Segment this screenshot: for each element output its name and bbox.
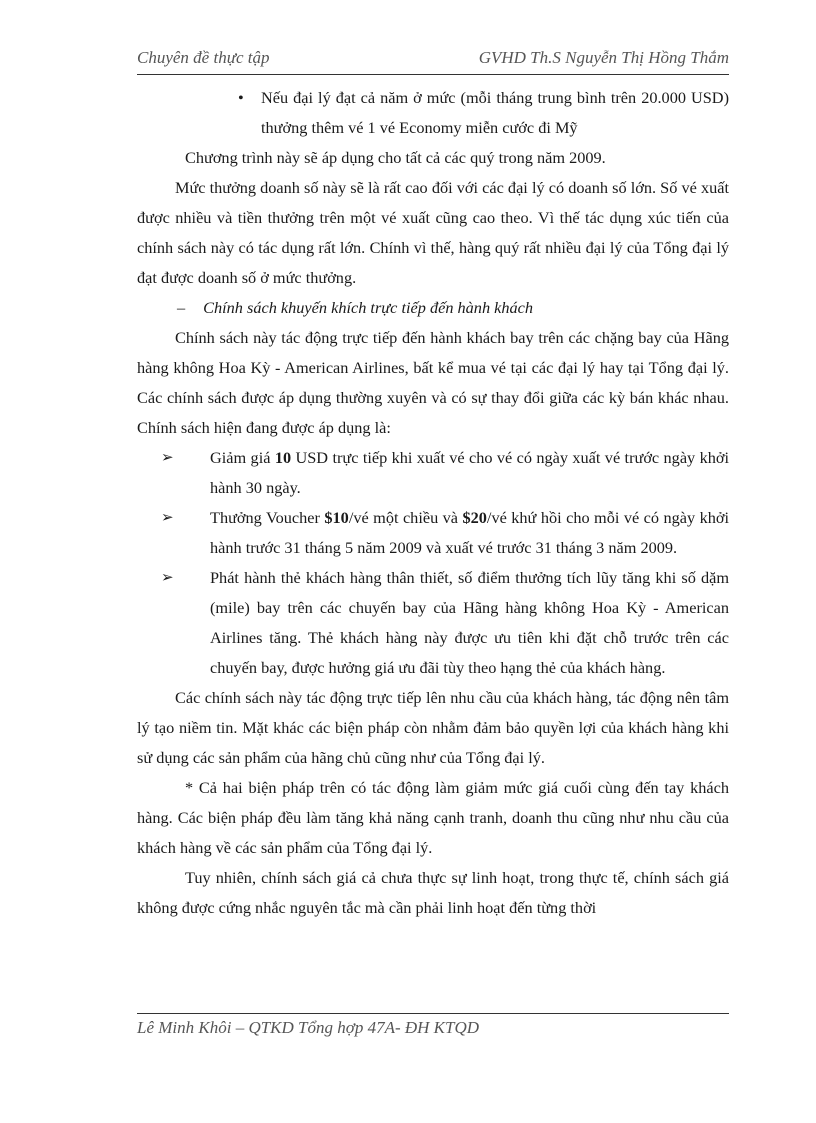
arrow-bullet-icon: ➢ <box>161 450 174 466</box>
paragraph: Tuy nhiên, chính sách giá cả chưa thực sự linh hoạt, trong thực tế, chính sách giá không được cứng nhắc nguyên tắc mà cần phải linh hoạt đến từng thời <box>137 868 729 917</box>
arrow-list-item: ➢ Phát hành thẻ khách hàng thân thiết, số điểm thưởng tích lũy tăng khi số dặm (mile) bay trên các chuyến bay của Hãng hàng không Hoa Kỳ - American Airlines tăng. Thẻ khách hàng này được ưu tiên khi đặt chỗ trước trên các chuyến bay, được hưởng giá ưu đãi tùy theo hạng thẻ của khách hàng. <box>137 563 729 683</box>
header-advisor: GVHD Th.S Nguyễn Thị Hồng Thắm <box>478 48 729 67</box>
page-header <box>137 48 729 75</box>
page-footer: Lê Minh Khôi – QTKD Tổng hợp 47A- ĐH KTQD <box>137 1013 729 1038</box>
paragraph: Các chính sách này tác động trực tiếp lên nhu cầu của khách hàng, tác động nên tâm lý tạo niềm tin. Mặt khác các biện pháp còn nhằm đảm bảo quyền lợi của khách hàng khi sử dụng các sản phẩm của hãng chủ cũng như của Tổng đại lý. <box>137 688 729 767</box>
arrow-list-item: ➢ Giảm giá 10 USD trực tiếp khi xuất vé cho vé có ngày xuất vé trước ngày khởi hành 30 ngày. <box>137 443 729 503</box>
dash-icon: – <box>177 298 186 317</box>
bullet-icon: • <box>238 88 244 107</box>
bullet-item <box>137 83 729 143</box>
section-heading-text: Chính sách khuyến khích trực tiếp đến hành khách <box>203 298 534 317</box>
arrow-list-item: ➢ Thưởng Voucher $10/vé một chiều và $20/vé khứ hồi cho mỗi vé có ngày khởi hành trước 31 tháng 5 năm 2009 và xuất vé trước 31 tháng 3 năm 2009. <box>137 503 729 563</box>
arrow-bullet-icon: ➢ <box>161 570 174 586</box>
document-body <box>137 83 729 923</box>
bullet-text: Nếu đại lý đạt cả năm ở mức (mỗi tháng trung bình trên 20.000 USD) thưởng thêm vé 1 vé Economy miễn cước đi Mỹ <box>261 88 729 137</box>
paragraph: * Cả hai biện pháp trên có tác động làm giảm mức giá cuối cùng đến tay khách hàng. Các biện pháp đều làm tăng khả năng cạnh tranh, doanh thu cũng như nhu cầu của khách hàng về các sản phẩm của Tổng đại lý. <box>137 778 729 857</box>
arrow-bullet-icon: ➢ <box>161 510 174 526</box>
header-title: Chuyên đề thực tập <box>137 48 270 67</box>
section-heading <box>137 293 729 323</box>
paragraph: Mức thưởng doanh số này sẽ là rất cao đối với các đại lý có doanh số lớn. Số vé xuất được nhiều và tiền thưởng trên một vé xuất cũng cao theo. Vì thế tác dụng xúc tiến của chính sách này có tác dụng rất lớn. Chính vì thế, hàng quý rất nhiều đại lý của Tổng đại lý đạt được doanh số ở mức thưởng. <box>137 178 729 287</box>
paragraph: Chính sách này tác động trực tiếp đến hành khách bay trên các chặng bay của Hãng hàng không Hoa Kỳ - American Airlines, bất kể mua vé tại các đại lý hay tại Tổng đại lý. Các chính sách được áp dụng thường xuyên và có sự thay đổi giữa các kỳ bán khác nhau. Chính sách hiện đang được áp dụng là: <box>137 328 729 437</box>
paragraph: Chương trình này sẽ áp dụng cho tất cả các quý trong năm 2009. <box>185 148 606 167</box>
